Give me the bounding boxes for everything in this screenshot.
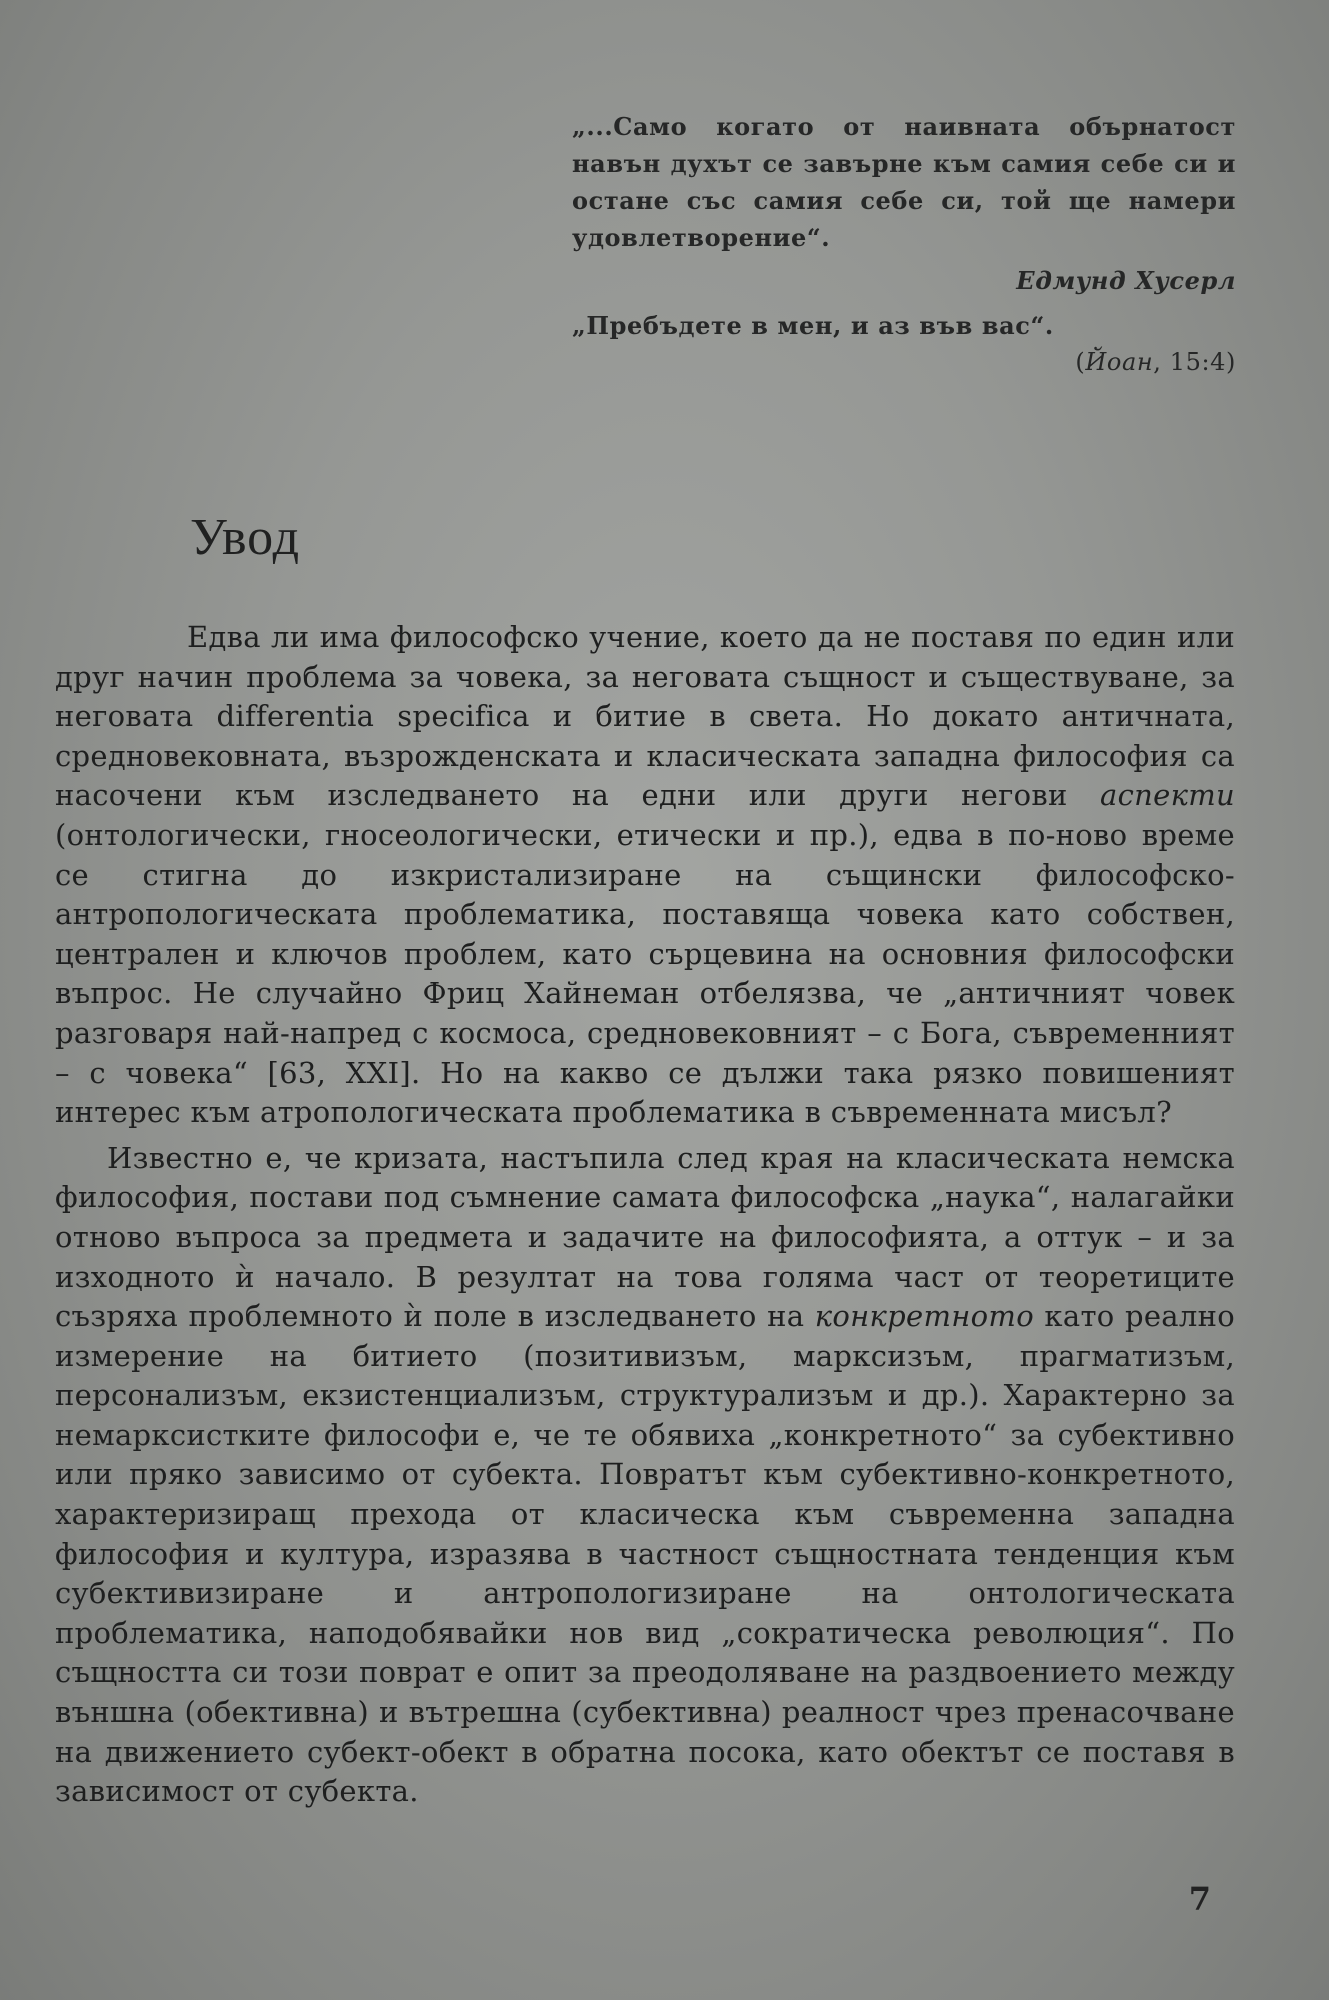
epigraph-author-husserl: Едмунд Хусерл bbox=[1016, 266, 1236, 295]
epigraph bbox=[572, 108, 1236, 381]
page-number: 7 bbox=[1188, 1880, 1211, 1918]
source-verse-ref: , 15:4) bbox=[1153, 348, 1236, 376]
paragraph-1-part-1: Едва ли има философско учение, което да не поставя по един или друг начин проблема за човека, за неговата същност и съществуване, за неговата differentia specifica и битие в света. Но докато античната, средновековната, възрожденската и класическата западна философия са насочени към изследването на едни или други негови bbox=[55, 620, 1235, 813]
paragraph-1 bbox=[55, 618, 1235, 1133]
paragraph-1-emphasis: аспекти bbox=[1100, 778, 1235, 813]
paragraph-1-part-2: (онтологически, гносеологически, етически и пр.), едва в по-ново време се стигна до изкристализиране на същински философско-антропологическата проблематика, поставяща човека като собствен, централен и ключов проблем, като сърцевина на основния философски въпрос. Не случайно Фриц Хайнеман отбелязва, че „античният човек разговаря най-напред с космоса, средновековният – с Бога, съвременният – с човека“ [63, XXI]. Но на какво се дължи така рязко повишеният интерес към атропологическата проблематика в съвременната мисъл? bbox=[55, 817, 1235, 1130]
source-open-paren: ( bbox=[1075, 348, 1086, 376]
epigraph-quote-john: „Пребъдете в мен, и аз във вас“. bbox=[572, 311, 1054, 340]
chapter-heading: Увод bbox=[190, 509, 301, 566]
source-book-name: Йоан bbox=[1085, 348, 1154, 376]
paragraph-2-part-1: Известно е, че кризата, настъпила след края на класическата немска философия, постави под съмнение самата философска „наука“, налагайки отново въпроса за предмета и задачите на философията, а оттук – и за изходното ѝ начало. В резултат на това голяма част от теоретиците съзряха проблемното ѝ поле в изследването на bbox=[55, 1140, 1235, 1334]
paragraph-2 bbox=[55, 1139, 1235, 1812]
body-text bbox=[55, 618, 1235, 1812]
paragraph-2-emphasis: конкретното bbox=[814, 1299, 1034, 1334]
epigraph-quote-husserl: „...Само когато от наивната обърнатост навън духът се завърне към самия себе си и остане със самия себе си, той ще намери удовлетворение“. bbox=[572, 112, 1236, 252]
paragraph-2-part-2: като реално измерение на битието (позитивизъм, марксизъм, прагматизъм, персонализъм, екзистенциализъм, структурализъм и др.). Характерно за немарксистките философи е, че те обявиха „конкретното“ за субективно или пряко зависимо от субекта. Повратът към субективно-конкретното, характеризиращ прехода от класическа към съвременна западна философия и култура, изразява в частност същностната тенденция към субективизиране и антропологизиране на онтологическата проблематика, наподобявайки нов вид „сократическа революция“. По същността си този поврат е опит за преодоляване на раздвоението между външна (обективна) и вътрешна (субективна) реалност чрез пренасочване на движението субект-обект в обратна посока, като обектът се поставя в зависимост от субекта. bbox=[55, 1299, 1235, 1809]
epigraph-source-john bbox=[572, 344, 1236, 381]
